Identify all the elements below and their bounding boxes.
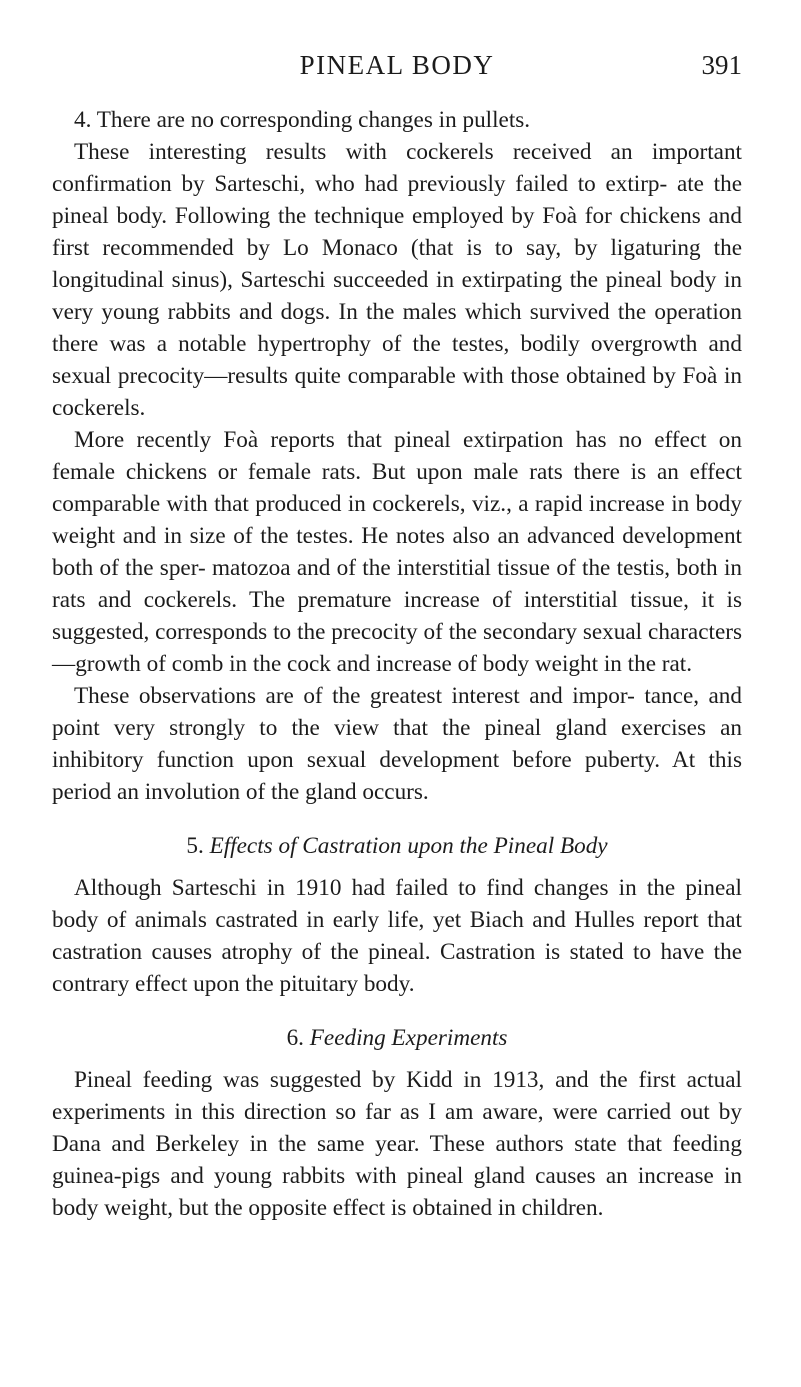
- paragraph-item-4: 4. There are no corresponding changes in pullets.: [74, 107, 531, 133]
- section-heading-feeding: [52, 1022, 742, 1054]
- section-number: 6.: [286, 1025, 304, 1051]
- paragraph-foa-recent: More recently Foà reports that pineal extirpation has no effect on female chickens or female rats. But upon male rats there is an effect comparable with that produced in cockerels, viz., a rapid increase in body weight and in size of the testes. He notes also an advanced development both of the sper- matozoa and of the interstitial tissue of the testis, both in rats and cockerels. The premature increase of interstitial tissue, it is suggested, corresponds to the precocity of the secondary sexual characters—growth of comb in the cock and increase of body weight in the rat.: [52, 427, 742, 677]
- paragraph-observations: These observations are of the greatest interest and impor- tance, and point very strongly to the view that the pineal gland exercises an inhibitory function upon sexual development before puberty. At this period an involution of the gland occurs.: [52, 683, 742, 805]
- running-head: [52, 50, 742, 90]
- section-heading-castration: [52, 830, 742, 862]
- paragraph-feeding: Pineal feeding was suggested by Kidd in 1913, and the first actual experiments in this direction so far as I am aware, were carried out by Dana and Berkeley in the same year. These authors state that feeding guinea-pigs and young rabbits with pineal gland causes an increase in body weight, but the opposite effect is obtained in children.: [52, 1067, 742, 1221]
- section-title: Feeding Experiments: [309, 1025, 508, 1051]
- paragraph-castration: Although Sarteschi in 1910 had failed to find changes in the pineal body of animals castrated in early life, yet Biach and Hulles report that castration causes atrophy of the pineal. Castration is stated to have the contrary effect upon the pituitary body.: [52, 875, 742, 997]
- body-text: [52, 104, 742, 1224]
- page-number: 391: [701, 50, 742, 80]
- section-title: Effects of Castration upon the Pineal Body: [209, 833, 608, 859]
- paragraph-sarteschi: These interesting results with cockerels received an important confirmation by Sarteschi, who had previously failed to extirp- ate the pineal body. Following the technique employed by Foà for chickens and first recommended by Lo Monaco (that is to say, by ligaturing the longitudinal sinus), Sarteschi succeeded in extirpating the pineal body in very young rabbits and dogs. In the males which survived the operation there was a notable hypertrophy of the testes, bodily overgrowth and sexual precocity—results quite comparable with those obtained by Foà in cockerels.: [52, 139, 742, 421]
- page-title: PINEAL BODY: [299, 50, 495, 80]
- section-number: 5.: [186, 833, 204, 859]
